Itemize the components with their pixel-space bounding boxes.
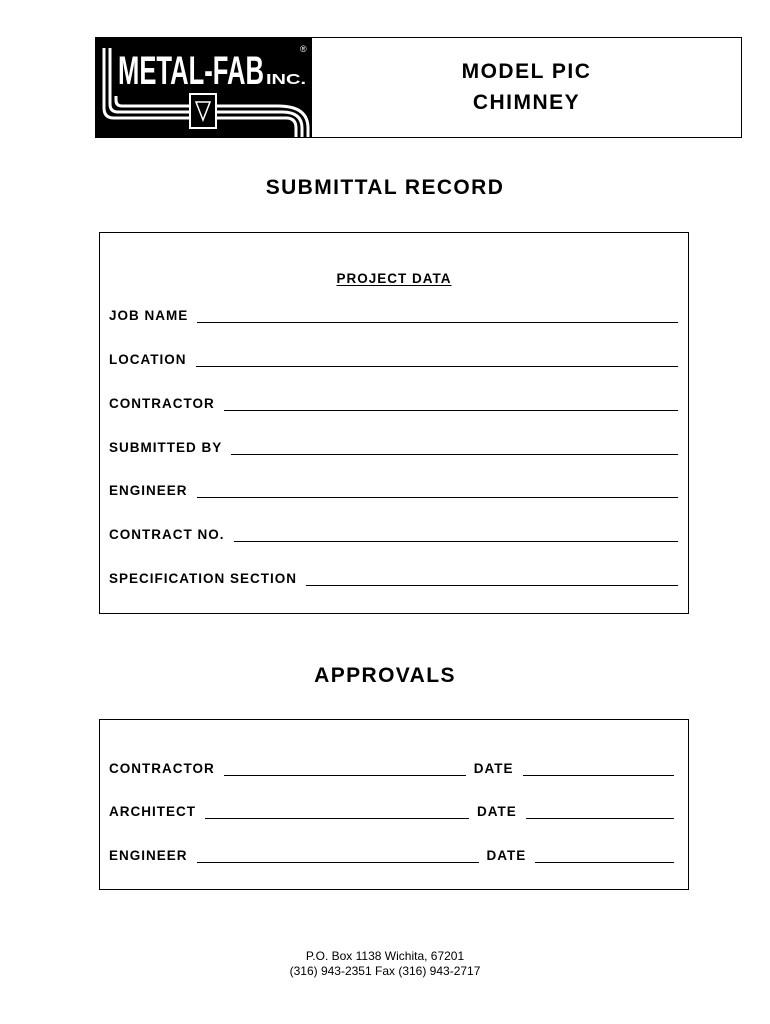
footer-phone: (316) 943-2351 Fax (316) 943-2717 [289,964,481,978]
field-job-name[interactable] [109,304,678,324]
contract-no-input-line[interactable] [234,540,679,542]
field-contract-no[interactable] [109,523,678,543]
approval-label: ARCHITECT [109,804,196,819]
field-engineer[interactable] [109,479,678,499]
registered-mark: ® [300,44,307,54]
field-submitted-by[interactable] [109,436,678,456]
engineer-date-line[interactable] [535,861,674,863]
field-label: ENGINEER [109,483,188,498]
field-contractor[interactable] [109,392,678,412]
location-input-line[interactable] [196,365,679,367]
logo-inc: INC. [266,71,306,88]
submittal-record-title: SUBMITTAL RECORD [265,176,505,199]
specification-section-input-line[interactable] [306,584,678,586]
date-label: DATE [477,804,517,819]
approval-label: CONTRACTOR [109,761,215,776]
field-location[interactable] [109,348,678,368]
approvals-box [99,719,689,890]
field-label: LOCATION [109,352,187,367]
approval-row-architect[interactable] [109,800,674,820]
footer-address: P.O. Box 1138 Wichita, 67201 [305,949,465,963]
model-title-line1: MODEL PIC [461,60,592,83]
approval-row-contractor[interactable] [109,757,674,777]
project-data-box [99,232,689,614]
date-label: DATE [473,761,514,776]
logo-wordmark: METAL-FAB [118,49,264,93]
approval-row-engineer[interactable] [109,844,674,864]
field-label: JOB NAME [109,308,189,323]
approval-label: ENGINEER [109,848,188,863]
engineer-input-line[interactable] [197,496,678,498]
approvals-title: APPROVALS [314,664,456,687]
field-label: SPECIFICATION SECTION [109,571,298,586]
logo-graphic [96,38,312,137]
metal-fab-logo [96,38,312,137]
contractor-signature-line[interactable] [224,774,466,776]
field-specification-section[interactable] [109,567,678,587]
submitted-by-input-line[interactable] [231,453,678,455]
model-title [312,56,741,118]
contractor-input-line[interactable] [224,409,678,411]
architect-signature-line[interactable] [205,817,469,819]
architect-date-line[interactable] [526,817,674,819]
engineer-signature-line[interactable] [197,861,479,863]
header-box [95,37,742,138]
footer-contact [0,949,770,979]
job-name-input-line[interactable] [197,321,678,323]
project-data-heading: PROJECT DATA [336,271,452,286]
contractor-date-line[interactable] [523,774,675,776]
date-label: DATE [486,848,527,863]
model-title-line2: CHIMNEY [472,91,581,114]
field-label: CONTRACTOR [109,396,215,411]
field-label: CONTRACT NO. [109,527,225,542]
field-label: SUBMITTED BY [109,440,223,455]
